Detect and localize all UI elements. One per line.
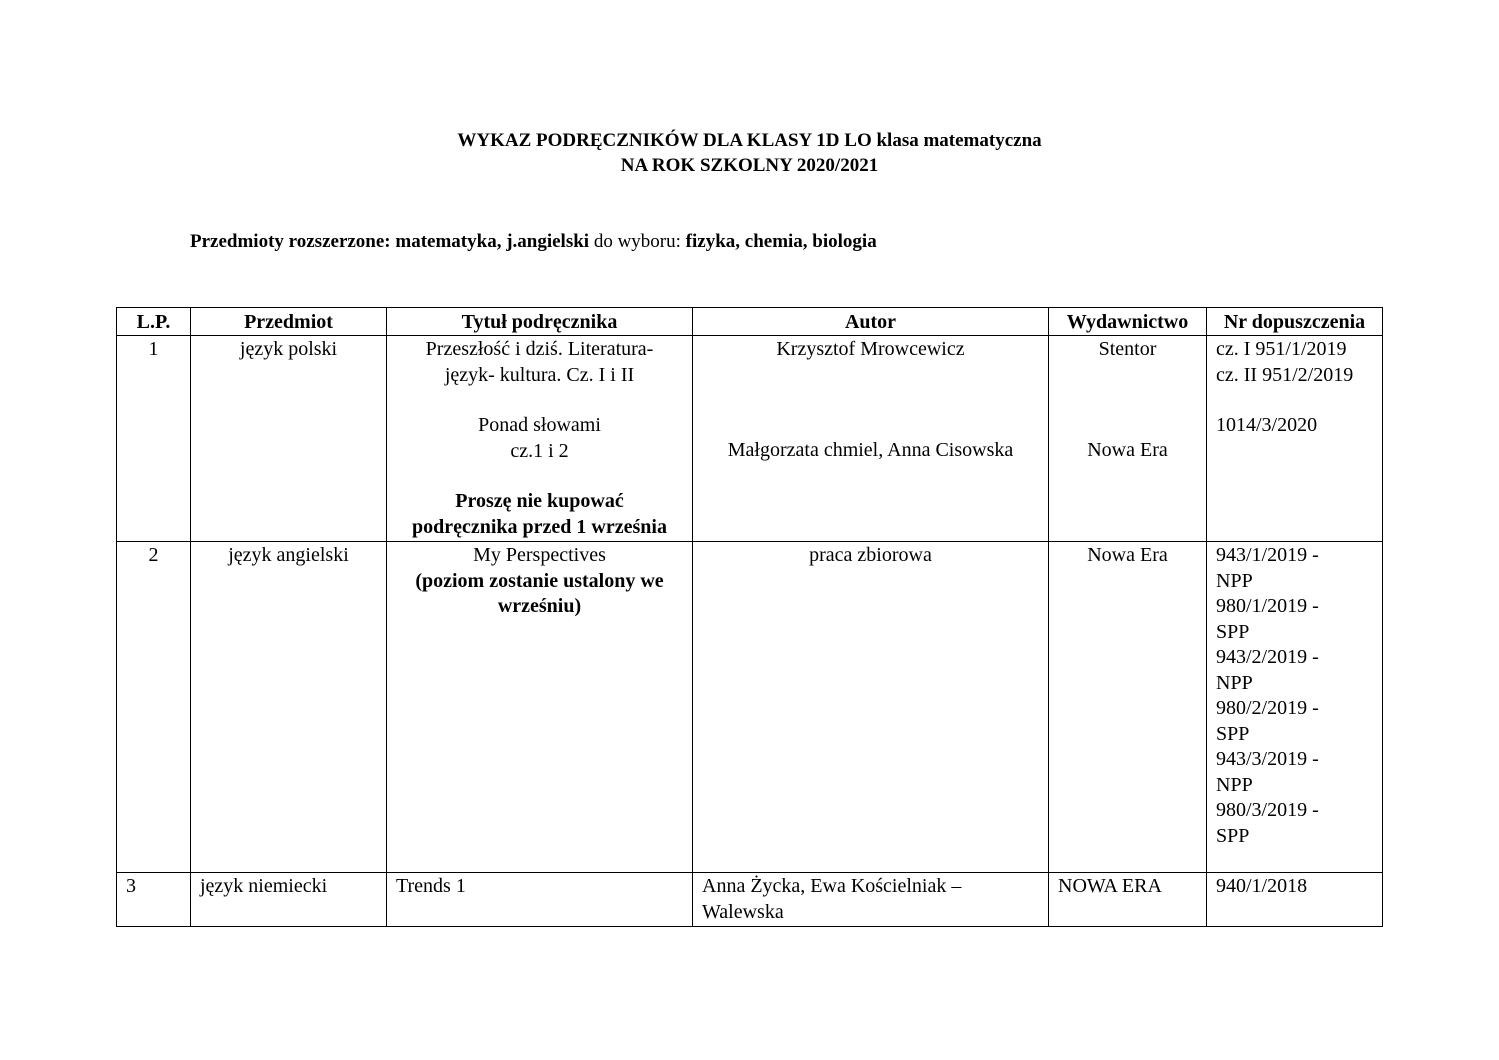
approval-line: cz. II 951/2/2019 xyxy=(1216,363,1354,386)
approval-line: 1014/3/2020 xyxy=(1216,414,1318,436)
approval-line: NPP xyxy=(1216,569,1253,592)
approval-line: 943/2/2019 - xyxy=(1216,646,1319,668)
col-header-lp: L.P. xyxy=(117,308,191,336)
approval-line: cz. I 951/1/2019 xyxy=(1216,338,1347,360)
choice-connector: do wyboru: xyxy=(589,231,686,252)
approval-line: NPP xyxy=(1216,671,1253,694)
purchase-note: Proszę nie kupować xyxy=(455,490,624,512)
cell-publisher: Nowa Era xyxy=(1049,542,1207,873)
cell-author xyxy=(693,336,1049,542)
approval-line: SPP xyxy=(1216,824,1250,847)
col-header-publisher: Wydawnictwo xyxy=(1049,308,1207,336)
author-line: Krzysztof Mrowcewicz xyxy=(776,338,965,360)
publisher-line: Nowa Era xyxy=(1087,438,1168,461)
level-note: (poziom zostanie ustalony we xyxy=(415,569,664,592)
title-line: Ponad słowami xyxy=(478,414,601,436)
title-line: cz.1 i 2 xyxy=(510,439,569,462)
school-year: NA ROK SZKOLNY 2020/2021 xyxy=(620,155,879,176)
approval-line: 943/1/2019 - xyxy=(1216,544,1319,566)
cell-title: Trends 1 xyxy=(387,873,693,927)
approval-line: NPP xyxy=(1216,773,1253,796)
level-note: wrześniu) xyxy=(497,595,582,617)
cell-author xyxy=(693,873,1049,927)
table-row xyxy=(117,336,1383,542)
author-line: Małgorzata chmiel, Anna Cisowska xyxy=(727,438,1014,461)
col-header-subject: Przedmiot xyxy=(191,308,387,336)
extended-subjects-label: Przedmioty rozszerzone: matematyka, j.angielski xyxy=(190,231,590,252)
cell-approval-no xyxy=(1207,542,1383,873)
cell-publisher: NOWA ERA xyxy=(1049,873,1207,927)
table-header-row xyxy=(117,308,1383,336)
cell-publisher xyxy=(1049,336,1207,542)
col-header-approval-no: Nr dopuszczenia xyxy=(1207,308,1383,336)
document-title: WYKAZ PODRĘCZNIKÓW DLA KLASY 1D LO klasa matematyczna xyxy=(457,130,1042,151)
textbook-table xyxy=(116,307,1383,927)
approval-line: 980/1/2019 - xyxy=(1216,595,1319,617)
col-header-title: Tytuł podręcznika xyxy=(387,308,693,336)
cell-subject: język niemiecki xyxy=(191,873,387,927)
approval-line: SPP xyxy=(1216,722,1250,745)
approval-line: 980/3/2019 - xyxy=(1216,799,1319,821)
approval-line: SPP xyxy=(1216,620,1250,643)
author-line: Walewska xyxy=(702,900,784,923)
author-line: Anna Życka, Ewa Kościelniak – xyxy=(702,875,962,897)
optional-subjects: fizyka, chemia, biologia xyxy=(685,231,877,252)
title-line: język- kultura. Cz. I i II xyxy=(444,363,635,386)
cell-title xyxy=(387,336,693,542)
approval-line: 980/2/2019 - xyxy=(1216,697,1319,719)
table-row xyxy=(117,542,1383,873)
cell-author: praca zbiorowa xyxy=(693,542,1049,873)
cell-subject: język polski xyxy=(191,336,387,542)
col-header-author: Autor xyxy=(693,308,1049,336)
table-row xyxy=(117,873,1383,927)
cell-lp: 2 xyxy=(117,542,191,873)
cell-approval-no: 940/1/2018 xyxy=(1207,873,1383,927)
extended-subjects xyxy=(190,229,877,254)
cell-title xyxy=(387,542,693,873)
cell-approval-no xyxy=(1207,336,1383,542)
title-line: My Perspectives xyxy=(473,544,606,566)
approval-line: 943/3/2019 - xyxy=(1216,748,1319,770)
cell-subject: język angielski xyxy=(191,542,387,873)
publisher-line: Stentor xyxy=(1098,338,1157,360)
title-line: Przeszłość i dziś. Literatura- xyxy=(425,338,654,360)
purchase-note: podręcznika przed 1 września xyxy=(412,515,667,538)
cell-lp: 1 xyxy=(117,336,191,542)
cell-lp: 3 xyxy=(117,873,191,927)
